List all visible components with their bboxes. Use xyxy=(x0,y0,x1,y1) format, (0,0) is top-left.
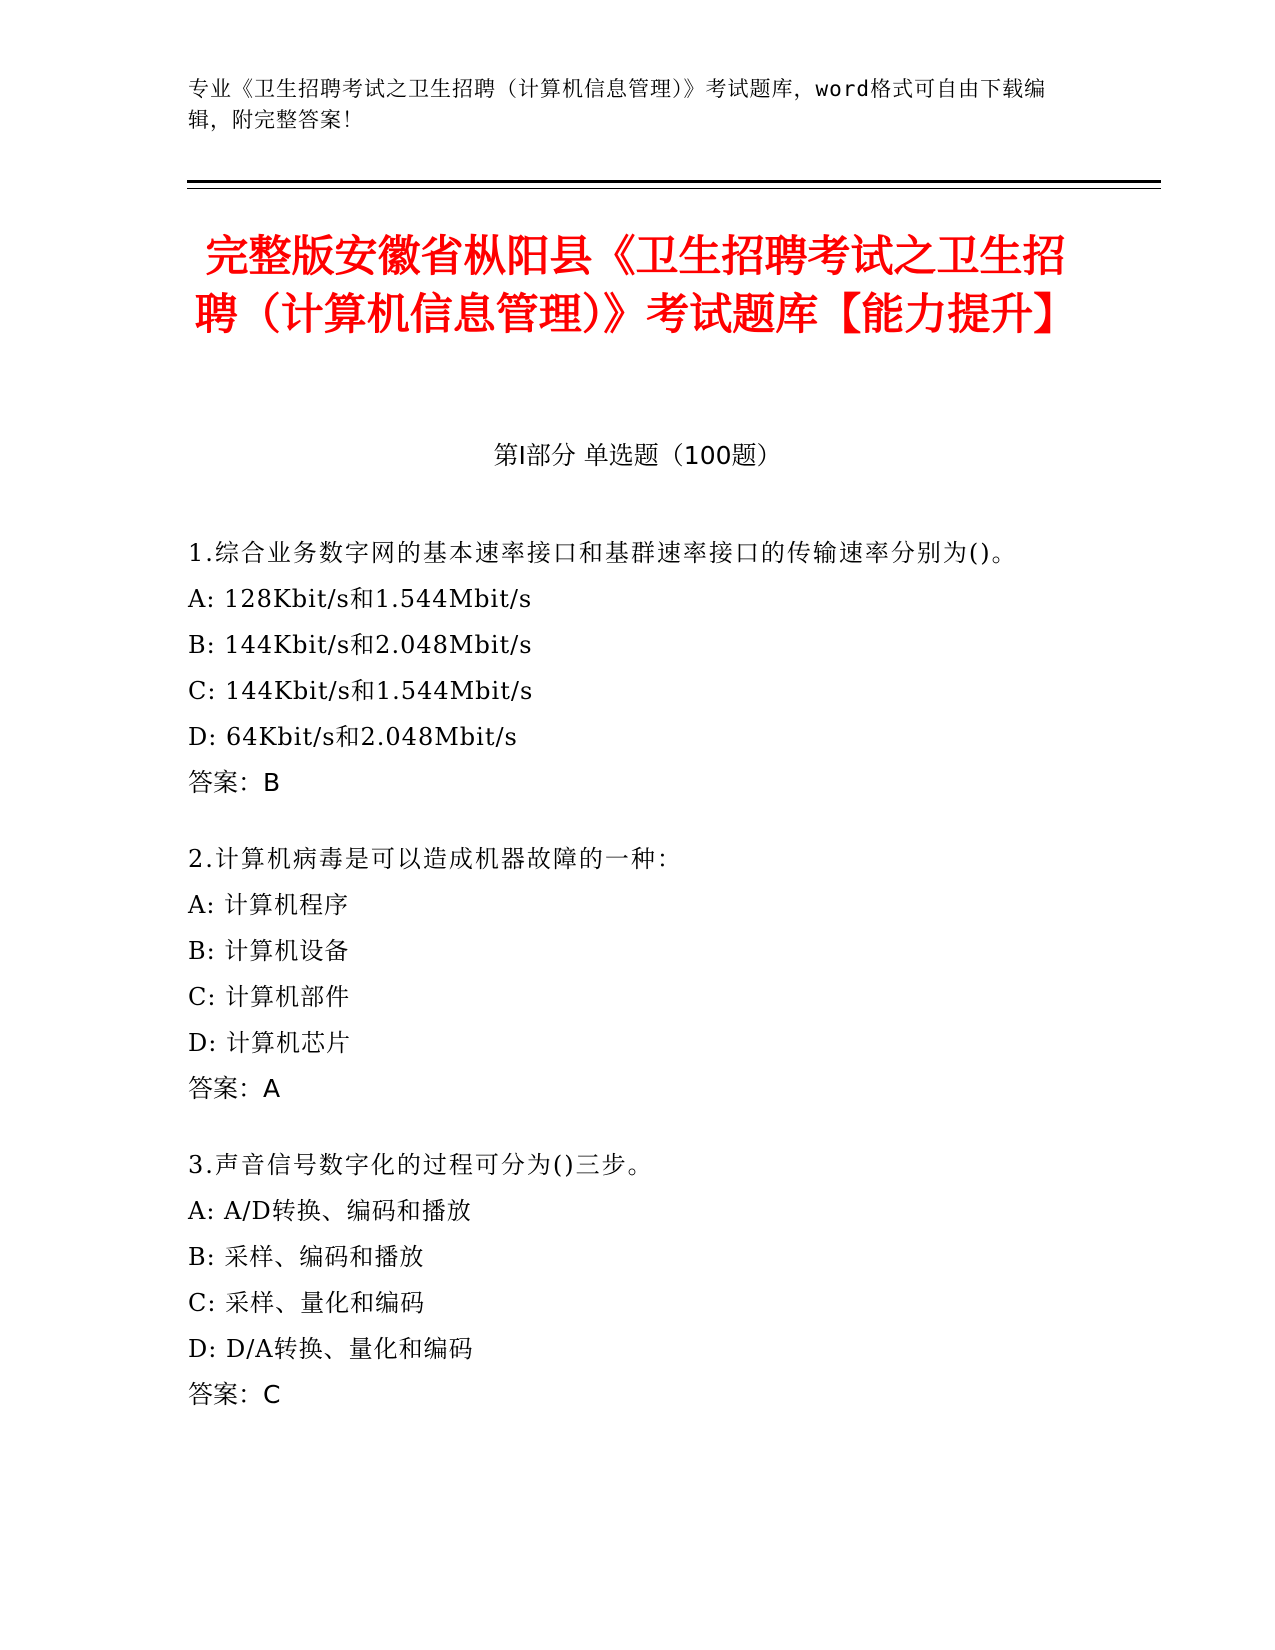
option-a: A: 计算机程序 xyxy=(188,891,350,919)
option-c: C: 144Kbit/s和1.544Mbit/s xyxy=(188,677,534,705)
header-divider-thick xyxy=(187,180,1161,183)
question-list xyxy=(188,530,1068,1448)
question-stem: 3.声音信号数字化的过程可分为()三步。 xyxy=(188,1151,654,1179)
question-stem: 2.计算机病毒是可以造成机器故障的一种： xyxy=(188,845,683,873)
question-1 xyxy=(188,530,1068,806)
option-a: A: 128Kbit/s和1.544Mbit/s xyxy=(188,585,533,613)
option-b: B: 144Kbit/s和2.048Mbit/s xyxy=(188,631,533,659)
answer-line: 答案：A xyxy=(188,1074,281,1103)
answer-line: 答案：C xyxy=(188,1380,281,1409)
section-heading: 第I部分 单选题（100题） xyxy=(493,441,782,470)
intro-text: 专业《卫生招聘考试之卫生招聘（计算机信息管理）》考试题库，word格式可自由下载编辑，附完整答案！ xyxy=(188,77,1047,132)
header-divider-thin xyxy=(187,188,1161,189)
option-d: D: D/A转换、量化和编码 xyxy=(188,1335,474,1363)
question-3 xyxy=(188,1142,1068,1418)
option-b: B: 计算机设备 xyxy=(188,937,350,965)
option-c: C: 采样、量化和编码 xyxy=(188,1289,426,1317)
option-b: B: 采样、编码和播放 xyxy=(188,1243,425,1271)
option-d: D: 64Kbit/s和2.048Mbit/s xyxy=(188,723,518,751)
option-c: C: 计算机部件 xyxy=(188,983,351,1011)
option-d: D: 计算机芯片 xyxy=(188,1029,351,1057)
option-a: A: A/D转换、编码和播放 xyxy=(188,1197,472,1225)
document-title: 完整版安徽省枞阳县《卫生招聘考试之卫生招聘（计算机信息管理）》考试题库【能力提升】 xyxy=(194,232,1077,340)
answer-line: 答案：B xyxy=(188,768,281,797)
question-2 xyxy=(188,836,1068,1112)
question-stem: 1.综合业务数字网的基本速率接口和基群速率接口的传输速率分别为()。 xyxy=(188,539,1018,567)
